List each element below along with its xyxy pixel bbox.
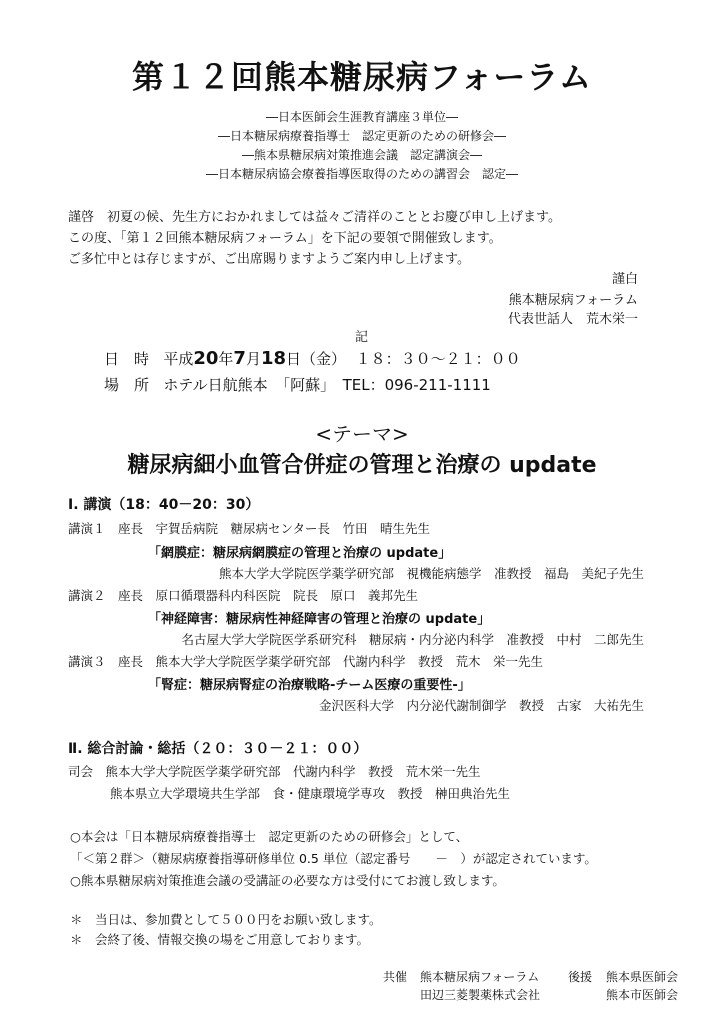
- note-line: ＊ 会終了後、情報交換の場をご用意しております。: [70, 932, 370, 947]
- datetime-weekday: （金）: [301, 350, 347, 368]
- subtitle-line: ―日本糖尿病療養指導士 認定更新のための研修会―: [217, 129, 506, 143]
- cohost-name: 田辺三菱製薬株式会社: [420, 988, 541, 1002]
- closing: 謹白: [611, 272, 638, 287]
- datetime-time: １８：３０～２１：００: [355, 350, 521, 368]
- section-discussion-heading: Ⅱ. 総合討論・総括（２０：３０－２１：００）: [68, 741, 368, 757]
- datetime-year: 20: [193, 348, 219, 369]
- support-label: 後援: [568, 970, 593, 984]
- lecture-speaker: 名古屋大学大学院医学系研究科 糖尿病・内分泌内科学 准教授 中村 二郎先生: [181, 632, 644, 647]
- venue-text: ホテル日航熊本 「阿蘇」 TEL：096-211-1111: [163, 376, 491, 394]
- subtitle-line: ―熊本県糖尿病対策推進会議 認定講演会―: [241, 148, 482, 162]
- note-line: ○本会は「日本糖尿病療養指導士 認定更新のための研修会」として、: [70, 829, 469, 844]
- section-lectures-heading: Ⅰ. 講演（18：40－20：30）: [68, 497, 260, 513]
- subtitle-line: ―日本糖尿病協会療養指導医取得のための講習会 認定―: [205, 167, 518, 181]
- lecture-chair: 講演３ 座長 熊本大学大学院医学薬学研究部 代謝内科学 教授 荒木 栄一先生: [68, 654, 544, 669]
- datetime-label: 日 時: [104, 350, 150, 368]
- lecture-title: 「腎症：糖尿病腎症の治療戦略-チーム医療の重要性-」: [148, 678, 471, 693]
- datetime-year-unit: 年: [218, 350, 234, 368]
- datetime-month-unit: 月: [245, 350, 261, 368]
- note-line: ＊ 当日は、参加費として５００円をお願い致します。: [70, 912, 382, 927]
- theme-heading: <テーマ>: [315, 422, 409, 446]
- lecture-speaker: 熊本大学大学院医学薬学研究部 視機能病態学 准教授 福島 美紀子先生: [218, 566, 644, 581]
- datetime-day: 18: [260, 348, 287, 369]
- venue-label: 場 所: [104, 376, 150, 394]
- representative: 代表世話人 荒木栄一: [507, 312, 638, 327]
- lecture-speaker: 金沢医科大学 内分泌代謝制御学 教授 古家 大祐先生: [318, 698, 644, 713]
- subtitle-line: ―日本医師会生涯教育講座３単位―: [265, 110, 458, 124]
- page-title: 第１２回熊本糖尿病フォーラム: [131, 58, 593, 96]
- theme-title: 糖尿病細小血管合併症の管理と治療の update: [127, 453, 597, 478]
- greeting-line: 謹啓 初夏の候、先生方におかれましては益々ご清祥のこととお慶び申し上げます。: [68, 210, 561, 225]
- datetime-day-unit: 日: [286, 350, 302, 368]
- note-line: 「＜第２群＞（糖尿病療養指導研修単位 0.5 単位（認定番号 － ）が認定されています。: [70, 851, 597, 866]
- support-name: 熊本市医師会: [606, 988, 679, 1002]
- lecture-title: 「神経障害：糖尿病性神経障害の管理と治療の update」: [148, 612, 491, 627]
- cohost-label: 共催: [383, 970, 408, 984]
- moderator-line: 司会 熊本大学大学院医学薬学研究部 代謝内科学 教授 荒木栄一先生: [68, 764, 481, 779]
- ki-heading: 記: [355, 330, 369, 345]
- cohost-name: 熊本糖尿病フォーラム: [420, 970, 540, 984]
- lecture-chair: 講演１ 座長 宇賀岳病院 糖尿病センター長 竹田 晴生先生: [68, 521, 431, 536]
- datetime-month: 7: [233, 348, 246, 369]
- greeting-line: ご多忙中とは存じますが、ご出席賜りますようご案内申し上げます。: [68, 252, 470, 267]
- moderator-line: 熊本県立大学環境共生学部 食・健康環境学専攻 教授 榊田典治先生: [110, 786, 511, 801]
- organizer: 熊本糖尿病フォーラム: [508, 293, 638, 308]
- lecture-title: 「網膜症：糖尿病網膜症の管理と治療の update」: [148, 546, 452, 561]
- note-line: ○熊本県糖尿病対策推進会議の受講証の必要な方は受付にてお渡し致します。: [70, 873, 505, 888]
- support-name: 熊本県医師会: [606, 970, 679, 984]
- venue-row: [104, 374, 491, 395]
- greeting-line: この度、「第１２回熊本糖尿病フォーラム」を下記の要領で開催致します。: [68, 231, 502, 246]
- datetime-row: [104, 348, 521, 369]
- datetime-era: 平成: [163, 350, 194, 368]
- lecture-chair: 講演２ 座長 原口循環器科内科医院 院長 原口 義邦先生: [68, 588, 419, 603]
